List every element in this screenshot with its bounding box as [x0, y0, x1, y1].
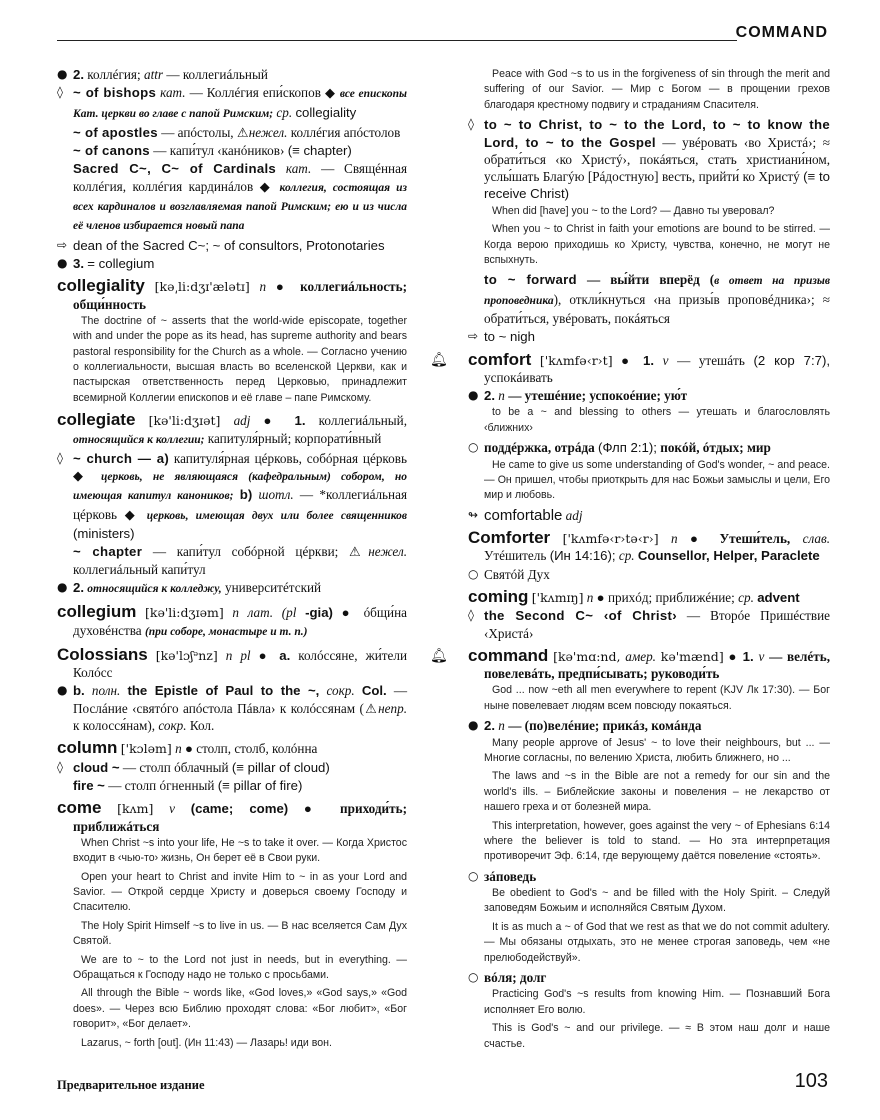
entry-collegium: collegium [kə'li:dʒɪəm] n лат. (pl -gia) ● óбщи́на духовéнства (при соборе, монастыре и т. п.) [57, 602, 407, 638]
headword: collegium [57, 602, 137, 622]
left-column [57, 66, 407, 1054]
diamond-icon: ◊ [57, 85, 63, 100]
bullet-icon: ● [468, 718, 479, 733]
warning-icon: ⚠ [349, 544, 369, 560]
example: Be obedient to God's ~ and be filled with the Holy Spirit. – Следуй заповедям Божьим и исполняйся Святым Духом. [484, 887, 830, 915]
subsense-volya: ○ вóля; долг [468, 970, 547, 986]
headword: collegiality [57, 276, 145, 296]
example: He came to give us some understanding of God's wonder, ~ and peace. — Он пришел, чтобы приоткрыть для нас Божьи замыслы и цели, Его мир и любовь. [484, 458, 830, 502]
running-head: COMMAND [735, 24, 828, 41]
headword: comfort [468, 349, 532, 369]
bullet-icon: ● [468, 388, 479, 403]
warning-icon: ⚠ [363, 700, 379, 716]
phrase-fire-column: fire ~ — столп óгненный (≡ pillar of fire) [73, 777, 303, 793]
example: God ... now ~eth all men everywhere to repent (KJV Лк 17:30). — Бог ныне повелевает людям всем повсюду покаяться. [484, 684, 830, 712]
subsense-comfort: ○ поддéржка, отрáда (Флп 2:1); покóй, óтдых; мир [468, 440, 771, 456]
bell-icon: 🔔︎ [430, 647, 448, 664]
phrase-of-apostles: ~ of apostles — апóстолы, ⚠нежел. коллéгия апóстолов [73, 124, 401, 140]
headword: column [57, 738, 118, 758]
entry-collegiality: collegiality [kə͵li:dʒɪ'ælətɪ] n ● коллегиáльность; общи́нность [57, 276, 408, 312]
circle-icon: ○ [468, 440, 479, 455]
diamond-icon: ◊ [57, 450, 63, 465]
entry-comfort: 🔔︎ comfort ['kʌmfə‹r›t] ● 1. v — утешáть (2 кор 7:7), успокáивать [430, 349, 831, 385]
phrase-cloud-column: ◊ cloud ~ — столп óблачный (≡ pillar of cloud) [57, 759, 330, 775]
example: The doctrine of ~ asserts that the world-wide episcopate, together with and under the pope as its head, has supreme authority and bears pastoral responsibility for the Church as a whole. — Согласно учению о коллегиальности, высшая власть во вселенской Церкви, как и пастырская ответственность перед Церковью, принадлежит всемирной Коллегии епископов и её главе – папе Римскому. [73, 314, 407, 404]
sense-colossians-b: ● b. полн. the Epistle of Paul to the ~, сокр. Col. — Послáние ‹святóго апóстола Пáвла› к колóссянам (⚠непр. к колосся́нам), сокр. Кол. [57, 683, 408, 734]
headword: coming [468, 586, 529, 606]
bullet-icon: ● [57, 67, 68, 81]
phrase-collegiate-chapter: ~ chapter — капи́тул собóрной цéркви; ⚠нежел. коллегиáльный капи́тул [73, 544, 407, 577]
arrow-right-icon: ⇨ [57, 237, 68, 252]
circle-icon: ○ [468, 566, 479, 581]
headword: Comforter [468, 528, 551, 548]
headword: collegiate [57, 410, 136, 430]
entry-colossians: Colossians [kə'lɔʃᵊnz] n pl ● a. колóссяне, жи́тели Колóсс [57, 644, 407, 681]
entry-column: column ['kɔləm] n ● столп, столб, колóнна [57, 738, 318, 758]
example: When Christ ~s into your life, He ~s to take it over. — Когда Христос входит в ‹чью-то› жизнь, Он берет её в Свои руки. [73, 836, 407, 865]
example: Lazarus, ~ forth [out]. (Ин 11:43) — Лазарь! иди вон. [81, 1036, 332, 1049]
entry-coming: coming ['kʌmɪŋ] n ● прихóд; приближéние; ср. advent [468, 586, 800, 606]
example: Many people approve of Jesus' ~ to love their neighbours, but ... — Многие согласны, по велению Христа, любить ближнего, но ... [484, 736, 830, 764]
page-number: 103 [794, 1070, 828, 1092]
circle-icon: ○ [468, 970, 479, 985]
derived-word-icon: ↬ [468, 507, 479, 522]
entry-comforter: Comforter ['kʌmfə‹r›tə‹r›] n ● Утеши́тель, слав. Утéшитель (Ин 14:16); ср. Counsellor, Helper, Paraclete [468, 528, 830, 564]
example: It is as much a ~ of God that we rest as that we do not commit adultery. — Мы обязаны отдыхать, это не менее строгая заповедь, чем «не прелюбодействуй». [484, 920, 830, 964]
example: When did [have] you ~ to the Lord? — Давно ты уверовал? [492, 204, 775, 217]
phrase-collegiate-church: ◊ ~ church — a) капитуля́рная цéрковь, собóрная цéрковь ◆ церковь, не являющаяся (кафедральным) собором, но имеющая капитул каноников; b) шотл. — *коллегиáльная цéрковь ◆ церковь, имеющая двух или более священников (ministers) [57, 450, 408, 542]
sense-collegium-3: ● 3. = collegium [57, 255, 155, 271]
phrase-of-canons: ~ of canons — капи́тул ‹канóников› (≡ chapter) [73, 143, 352, 159]
entry-command: 🔔︎ command [kə'mɑ:nd, амер. kə'mænd] ● 1. v — велéть, повелевáть, предпи́сывать; руководи́ть [430, 645, 830, 682]
bullet-icon: ● [57, 579, 68, 594]
phrase-of-bishops: ◊ ~ of bishops кат. — Коллéгия епи́скопов ◆ все епископы Кат. церкви во главе с папой Римским; ср. collegiality [57, 85, 408, 120]
sense-collegium-2: ● 2. коллéгия; attr — коллегиáльный [57, 67, 268, 82]
example: When you ~ to Christ in faith your emotions are bound to be stirred. — Когда верою приходишь ко Христу, чувства, конечно, не могут не вспыхнуть. [484, 223, 830, 266]
diamond-icon: ◊ [468, 117, 474, 132]
example: The laws and ~s in the Bible are not a remedy for our sin and the world's ills. – Библейские законы и повеления – не лекарство от нашего греха и от болезней мира. [484, 770, 830, 814]
phrase-to-come-to-christ: ◊ to ~ to Christ, to ~ to the Lord, to ~ to know the Lord, to ~ to the Gospel — увéровать ‹во Христá›; ≈ обрати́ться ‹ко Христý›, покáяться, стать христиани́ном, услы́шать Благýю [Рáдостную] весть, прийти́ ко Христý (≡ to receive Christ) [468, 117, 830, 202]
subsense-zapoved: ○ зáповедь [468, 868, 537, 884]
example: Practicing God's ~s results from knowing Him. — Познавший Бога исполняет Его волю. [484, 988, 830, 1016]
example: The Holy Spirit Himself ~s to live in us. — В нас вселяется Сам Дух Святой. [73, 919, 407, 948]
phrase-sacred-college: Sacred C~, C~ of Cardinals кат. — Свящéнная коллéгия, коллéгия кардинáлов ◆ коллегия, состоящая из всех кардиналов и возглавляемая папой Римским; ею и из числа её членов избирается новый папа [73, 161, 408, 233]
sense-command-2: ● 2. n — (по)велéние; прикáз, комáнда [468, 718, 702, 734]
entry-collegiate: collegiate [kə'li:dʒɪət] adj ● 1. коллегиáльный, относящийся к коллегии; капитуля́рный; корпорати́вный [57, 410, 408, 446]
see-also-dean: ⇨ dean of the Sacred C~; ~ of consultors, Protonotaries [57, 237, 385, 253]
bullet-icon: ● [57, 255, 68, 270]
cross-ref-link[interactable]: Counsellor, Helper, Paraclete [637, 548, 820, 564]
sense-collegiate-2: ● 2. относящийся к колледжу, университéтский [57, 579, 322, 595]
example: Open your heart to Christ and invite Him to ~ in as your Lord and Savior. — Открой сердце Христу и доверься своему Господу и Спасителю. [73, 870, 407, 914]
example: All through the Bible ~ words like, «God loves,» «God says,» «God does». — Через всю Библию проходят слова: «Бог любит», «Бог говорит», «Бог делает». [73, 987, 407, 1031]
example: to be a ~ and blessing to others — утешать и благословлять ‹ближних› [484, 406, 830, 434]
arrow-right-icon: ⇨ [468, 329, 479, 344]
bell-icon: 🔔︎ [430, 351, 448, 368]
headword: come [57, 798, 102, 818]
subsense-holy-spirit: ○ Святóй Дух [468, 566, 550, 582]
entry-come: come [kʌm] v (came; come) ● приходи́ть; приближáться [57, 798, 407, 834]
derived-comfortable: ↬ comfortable adj [468, 506, 583, 524]
example: We are to ~ to the Lord not just in needs, but in everything. — Обращаться к Господу надо не только с просьбами. [73, 953, 407, 982]
warning-icon: ⚠ [236, 124, 249, 140]
see-also-nigh: ⇨ to ~ nigh [468, 329, 535, 345]
bullet-icon: ● [57, 683, 68, 698]
headword: command [468, 645, 549, 665]
cross-ref-link[interactable]: collegiality [295, 104, 357, 120]
diamond-icon: ◊ [57, 759, 63, 774]
right-column [430, 66, 831, 1055]
header-rule [57, 40, 737, 41]
edition-note: Предварительное издание [57, 1078, 205, 1092]
phrase-second-coming: ◊ the Second C~ ‹of Christ› — Вторóе Пришéствие ‹Христá› [468, 608, 831, 641]
phrase-come-forward: to ~ forward — вы́йти вперёд (в ответ на призыв проповедника), откли́кнуться ‹на призы́в проповéдника›; ≈ обрати́ться, увéровать, покáяться [484, 272, 831, 326]
example: This is God's ~ and our privilege. — ≈ В этом наш долг и наше счастье. [484, 1022, 830, 1050]
example: This interpretation, however, goes against the very ~ of Ephesians 6:14 where the believer is told to stand. — Но эта интерпретация противоречит Эф. 6:14, где верующему даётся повеление «стоять». [484, 819, 830, 863]
example: Peace with God ~s to us in the forgiveness of sin through the merit and suffering of our Savior. — Мир с Богом — в прощении грехов благодаря крестному подвигу и страданиям Спасителя. [484, 68, 830, 111]
cross-ref-link[interactable]: advent [757, 589, 800, 605]
sense-comfort-2: ● 2. n — утешéние; успокоéние; ую́т [468, 388, 688, 404]
diamond-icon: ◊ [468, 608, 474, 623]
headword: Colossians [57, 644, 148, 664]
circle-icon: ○ [468, 868, 479, 883]
